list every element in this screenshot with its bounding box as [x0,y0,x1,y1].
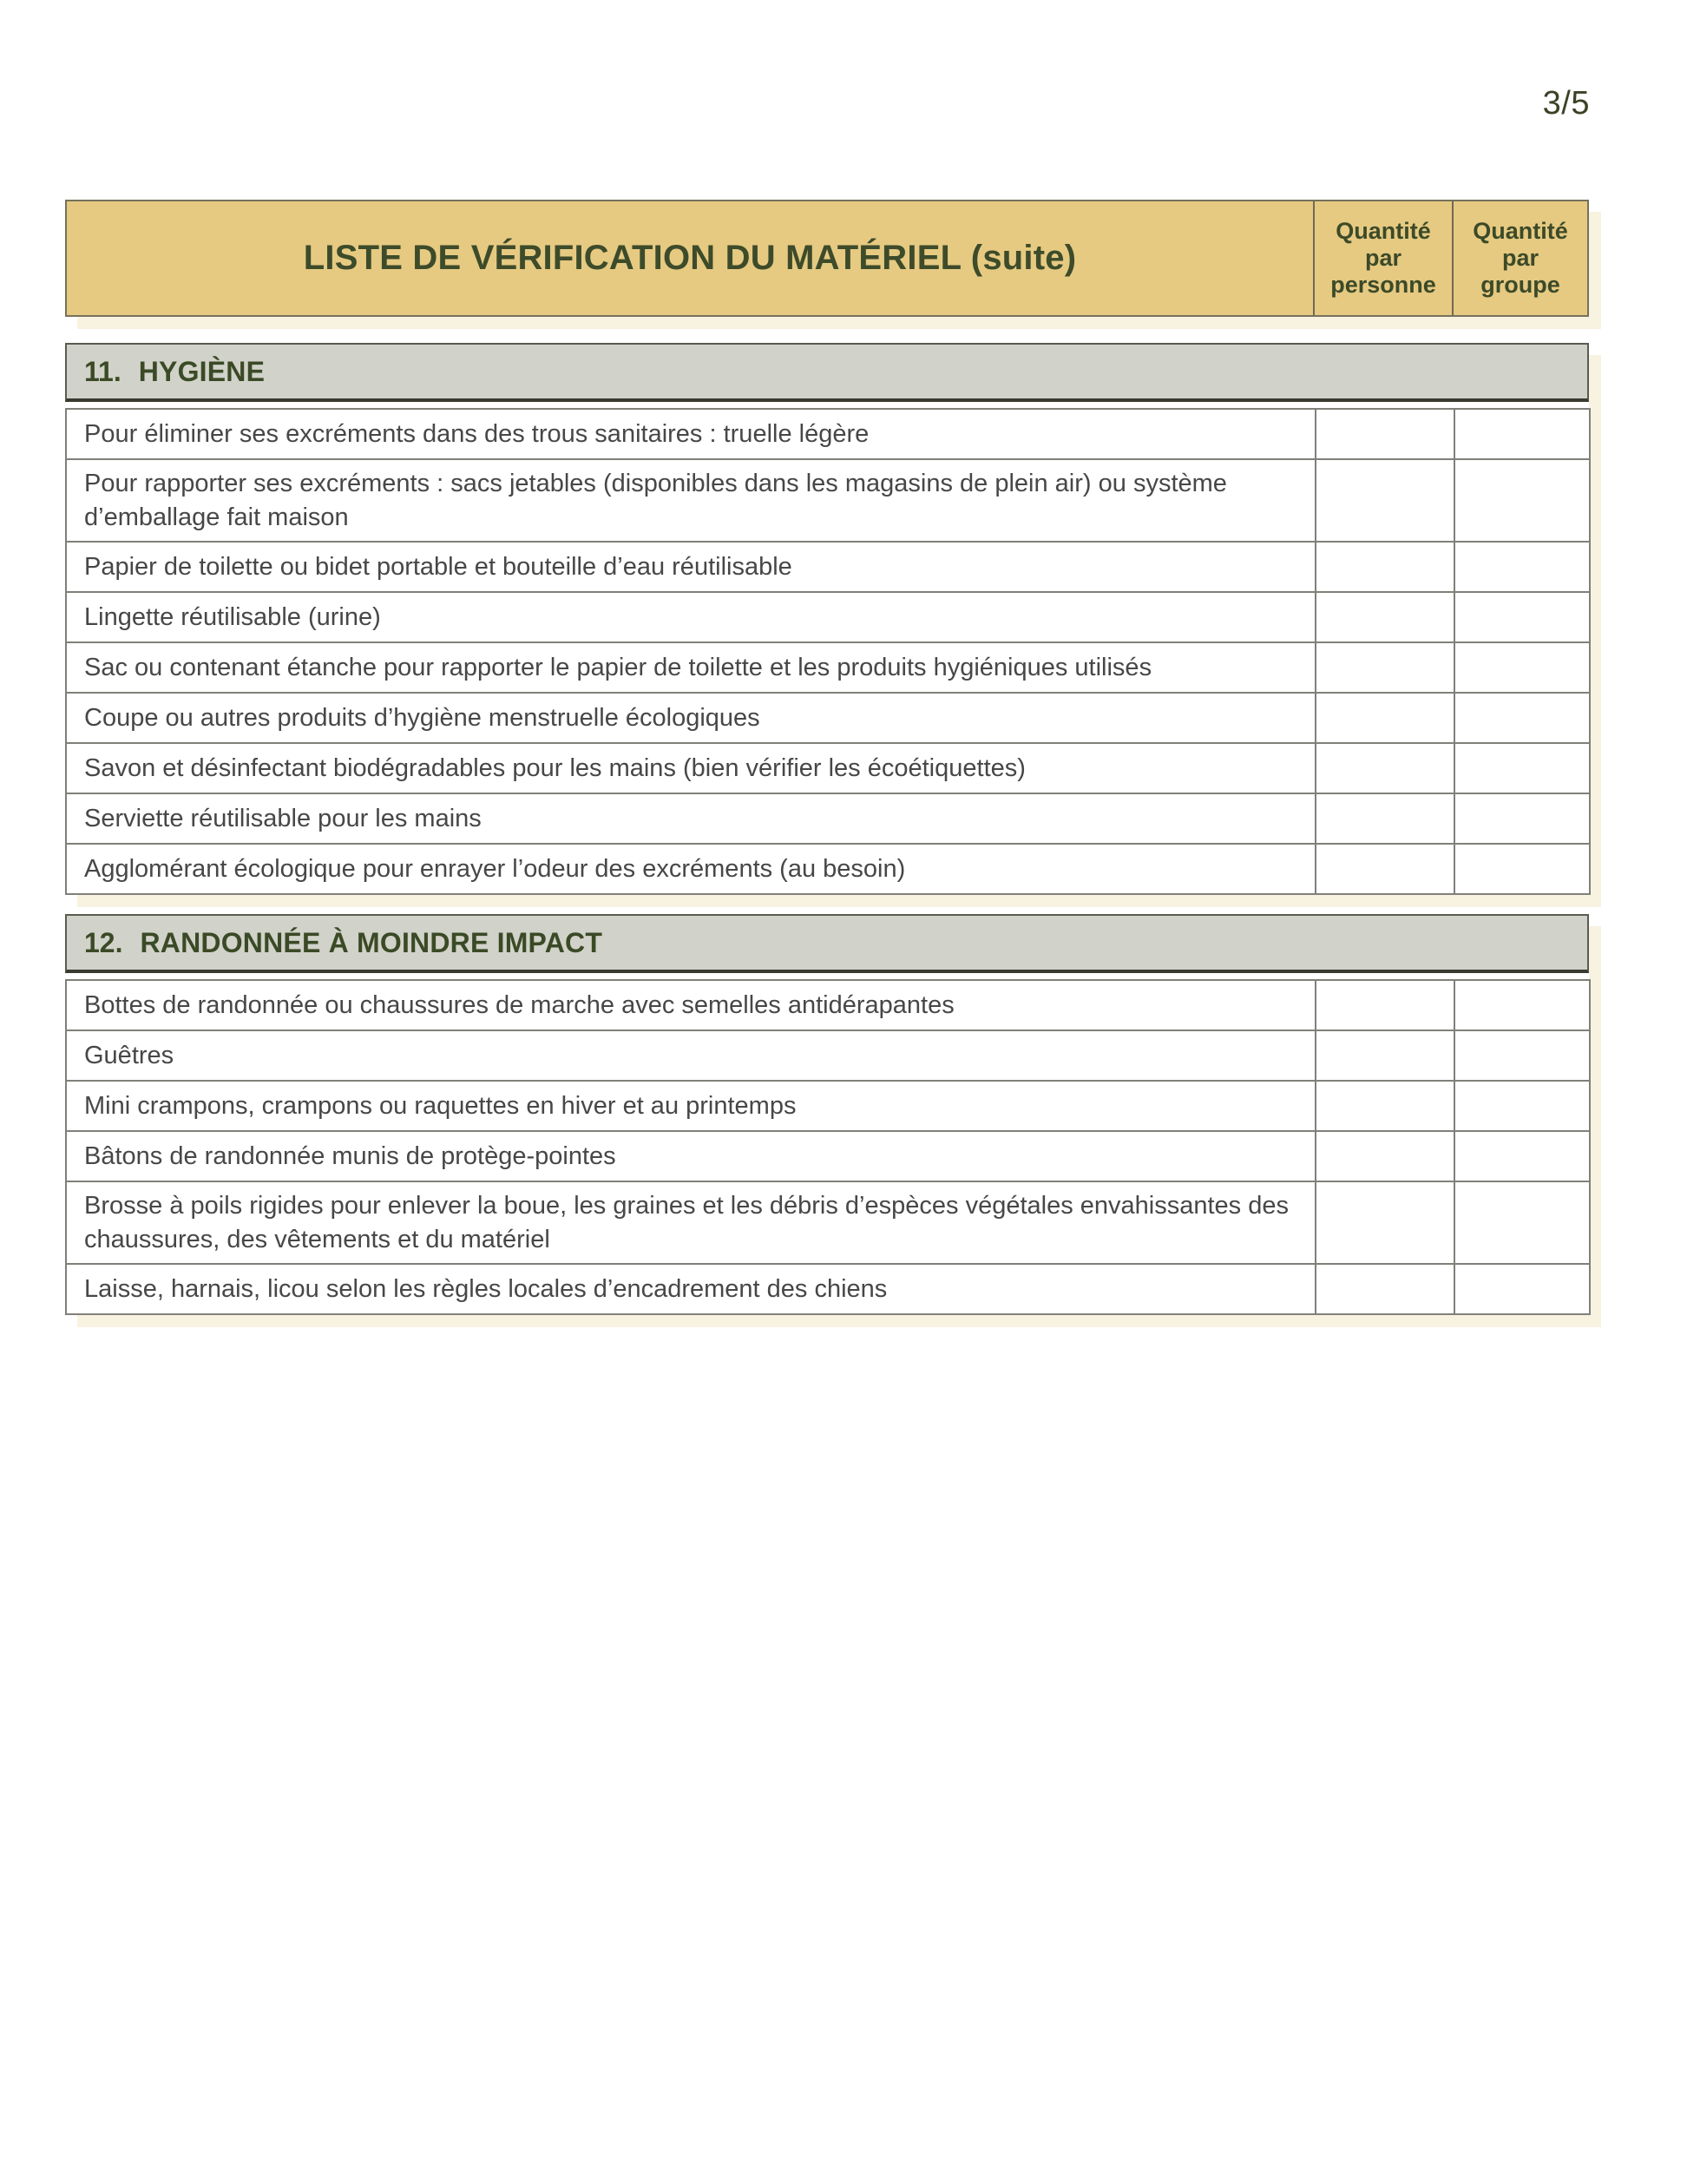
table-row [66,844,1590,894]
table-row [66,592,1590,642]
qty-per-group-cell[interactable] [1454,1081,1590,1131]
item-label: Lingette réutilisable (urine) [66,592,1316,642]
qty-per-group-cell[interactable] [1454,793,1590,844]
qty-per-person-cell[interactable] [1316,793,1454,844]
item-label: Serviette réutilisable pour les mains [66,793,1316,844]
table-row [66,980,1590,1030]
item-label: Bottes de randonnée ou chaussures de marche avec semelles antidérapantes [66,980,1316,1030]
checklist-title-cell [67,201,1313,315]
qty-per-group-cell[interactable] [1454,642,1590,693]
item-label: Savon et désinfectant biodégradables pour les mains (bien vérifier les écoétiquettes) [66,743,1316,793]
item-label: Sac ou contenant étanche pour rapporter le papier de toilette et les produits hygiéniques utilisés [66,642,1316,693]
section-header [65,343,1589,402]
qty-per-group-cell[interactable] [1454,1264,1590,1314]
qty-per-person-cell[interactable] [1316,844,1454,894]
qty-per-person-cell[interactable] [1316,743,1454,793]
checklist-section [65,914,1589,1315]
qty-per-person-cell[interactable] [1316,980,1454,1030]
qty-per-person-cell[interactable] [1316,1264,1454,1314]
checklist-header [65,200,1589,317]
qty-per-group-cell[interactable] [1454,1030,1590,1081]
qty-per-group-cell[interactable] [1454,459,1590,542]
table-row [66,542,1590,592]
section-number: 11. [84,355,121,387]
item-label: Pour éliminer ses excréments dans des trous sanitaires : truelle légère [66,409,1316,459]
qty-per-group-column-header: Quantité par groupe [1452,201,1587,315]
qty-per-person-cell[interactable] [1316,1030,1454,1081]
page-number: 3/5 [1542,85,1590,122]
qty-per-person-cell[interactable] [1316,459,1454,542]
sections-container [65,343,1589,1315]
table-row [66,1181,1590,1264]
qty-per-group-cell[interactable] [1454,542,1590,592]
qty-per-group-cell[interactable] [1454,980,1590,1030]
item-label: Papier de toilette ou bidet portable et bouteille d’eau réutilisable [66,542,1316,592]
table-row [66,1131,1590,1181]
qty-per-person-column-header: Quantité par personne [1313,201,1452,315]
qty-per-group-cell[interactable] [1454,592,1590,642]
qty-per-group-cell[interactable] [1454,693,1590,743]
section-header [65,914,1589,973]
item-label: Pour rapporter ses excréments : sacs jetables (disponibles dans les magasins de plein air) ou système d’emballage fait maison [66,459,1316,542]
section-title: HYGIÈNE [138,355,266,387]
item-label: Coupe ou autres produits d’hygiène menstruelle écologiques [66,693,1316,743]
qty-per-group-cell[interactable] [1454,1181,1590,1264]
checklist-content [65,200,1589,1315]
qty-per-person-cell[interactable] [1316,542,1454,592]
section-rows-table [65,408,1591,895]
checklist-title: LISTE DE VÉRIFICATION DU MATÉRIEL (suite) [303,239,1077,277]
qty-per-person-cell[interactable] [1316,1081,1454,1131]
qty-per-person-cell[interactable] [1316,1131,1454,1181]
section-rows-table [65,979,1591,1315]
table-row [66,793,1590,844]
item-label: Bâtons de randonnée munis de protège-pointes [66,1131,1316,1181]
table-row [66,409,1590,459]
table-row [66,693,1590,743]
checklist-section [65,343,1589,895]
qty-per-person-cell[interactable] [1316,642,1454,693]
qty-per-person-cell[interactable] [1316,592,1454,642]
section-title: RANDONNÉE À MOINDRE IMPACT [140,926,603,958]
qty-per-group-cell[interactable] [1454,1131,1590,1181]
table-row [66,743,1590,793]
qty-per-group-cell[interactable] [1454,409,1590,459]
table-row [66,1264,1590,1314]
qty-per-group-cell[interactable] [1454,743,1590,793]
qty-per-person-cell[interactable] [1316,693,1454,743]
table-row [66,642,1590,693]
item-label: Mini crampons, crampons ou raquettes en hiver et au printemps [66,1081,1316,1131]
item-label: Laisse, harnais, licou selon les règles locales d’encadrement des chiens [66,1264,1316,1314]
item-label: Guêtres [66,1030,1316,1081]
qty-per-person-cell[interactable] [1316,1181,1454,1264]
table-row [66,1030,1590,1081]
section-number: 12. [84,926,123,958]
table-row [66,459,1590,542]
table-row [66,1081,1590,1131]
item-label: Brosse à poils rigides pour enlever la boue, les graines et les débris d’espèces végétales envahissantes des chaussures, des vêtements et du matériel [66,1181,1316,1264]
qty-per-group-cell[interactable] [1454,844,1590,894]
item-label: Agglomérant écologique pour enrayer l’odeur des excréments (au besoin) [66,844,1316,894]
qty-per-person-cell[interactable] [1316,409,1454,459]
